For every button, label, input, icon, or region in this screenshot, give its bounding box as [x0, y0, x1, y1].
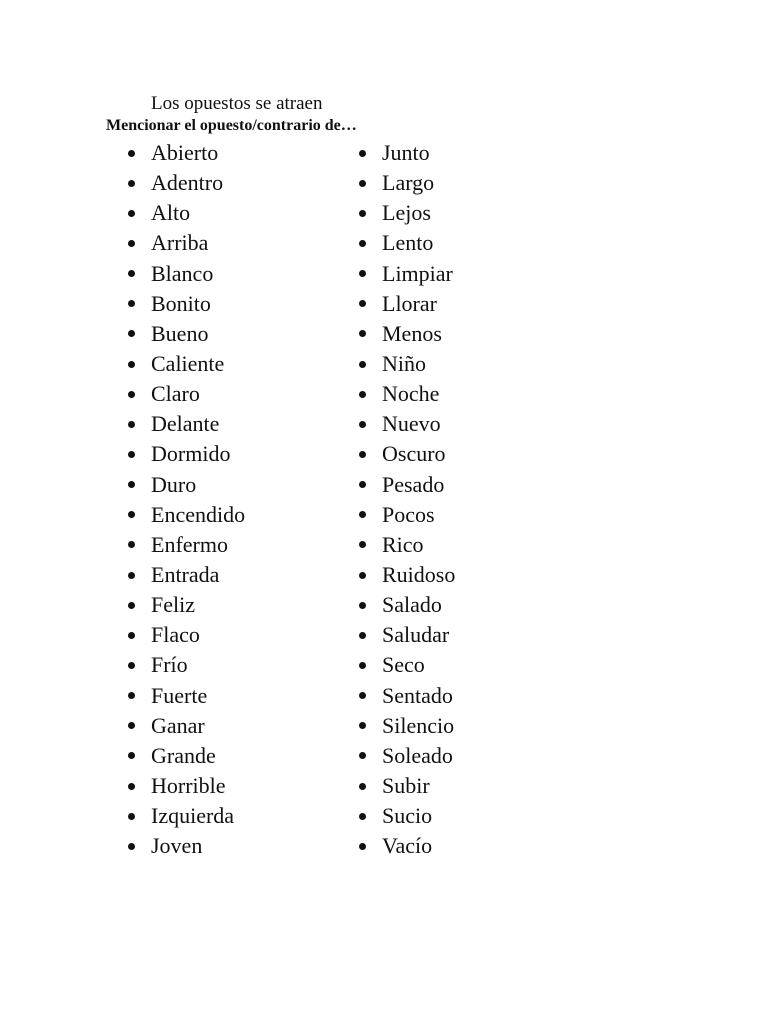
list-item [128, 138, 245, 168]
list-item [128, 741, 245, 771]
list-item-text: Arriba [151, 230, 209, 256]
bullet-icon [359, 270, 366, 277]
list-item-text: Bonito [151, 290, 211, 316]
list-item-text: Fuerte [151, 682, 208, 708]
document-subtitle: Mencionar el opuesto/contrario de… [106, 117, 357, 134]
list-item-text: Ruidoso [382, 562, 456, 588]
bullet-icon [359, 752, 366, 759]
list-item-text: Flaco [151, 622, 200, 648]
list-item [359, 409, 455, 439]
list-item-text: Rico [382, 531, 424, 557]
bullet-icon [359, 330, 366, 337]
list-item-text: Sentado [382, 682, 453, 708]
list-item [359, 560, 455, 590]
list-item-text: Vacío [382, 833, 433, 859]
list-item [128, 711, 245, 741]
list-item-text: Encendido [151, 501, 246, 527]
list-item [359, 590, 455, 620]
list-item [359, 379, 455, 409]
list-item-text: Saludar [382, 622, 450, 648]
list-item-text: Nuevo [382, 411, 441, 437]
list-item-text: Delante [151, 411, 220, 437]
bullet-icon [128, 632, 135, 639]
list-item-text: Feliz [151, 592, 195, 618]
list-item [128, 470, 245, 500]
bullet-icon [128, 391, 135, 398]
list-item-text: Lento [382, 230, 434, 256]
list-item-text: Ganar [151, 712, 205, 738]
list-item [128, 168, 245, 198]
list-item [128, 590, 245, 620]
bullet-icon [128, 602, 135, 609]
list-item-text: Alto [151, 200, 191, 226]
list-item-text: Caliente [151, 351, 225, 377]
list-item [359, 470, 455, 500]
list-item-text: Largo [382, 170, 435, 196]
bullet-icon [359, 451, 366, 458]
list-item [128, 228, 245, 258]
list-item-text: Seco [382, 652, 425, 678]
bullet-icon [359, 722, 366, 729]
list-item [359, 530, 455, 560]
bullet-icon [359, 572, 366, 579]
bullet-icon [359, 511, 366, 518]
bullet-icon [128, 361, 135, 368]
bullet-icon [128, 662, 135, 669]
list-item [128, 500, 245, 530]
list-item-text: Grande [151, 742, 216, 768]
list-item [128, 831, 245, 861]
list-item-text: Duro [151, 471, 197, 497]
bullet-icon [359, 361, 366, 368]
list-item-text: Subir [382, 773, 430, 799]
list-item [359, 349, 455, 379]
bullet-icon [359, 391, 366, 398]
document-title: Los opuestos se atraen [151, 93, 323, 114]
list-item-text: Junto [382, 140, 430, 166]
bullet-icon [128, 210, 135, 217]
list-item [359, 259, 455, 289]
list-item-text: Adentro [151, 170, 224, 196]
bullet-icon [359, 541, 366, 548]
list-item-text: Frío [151, 652, 188, 678]
list-item [128, 620, 245, 650]
list-item-text: Abierto [151, 140, 219, 166]
list-item [359, 741, 455, 771]
list-item [359, 228, 455, 258]
bullet-icon [128, 813, 135, 820]
list-item [128, 379, 245, 409]
list-item-text: Noche [382, 381, 440, 407]
list-item [359, 620, 455, 650]
bullet-icon [359, 602, 366, 609]
list-item-text: Claro [151, 381, 200, 407]
bullet-icon [359, 300, 366, 307]
list-item [128, 319, 245, 349]
list-item-text: Niño [382, 351, 426, 377]
list-item-text: Lejos [382, 200, 431, 226]
list-item [359, 168, 455, 198]
bullet-icon [359, 783, 366, 790]
list-item [128, 289, 245, 319]
right-word-list [359, 138, 455, 861]
bullet-icon [359, 813, 366, 820]
bullet-icon [128, 692, 135, 699]
bullet-icon [128, 541, 135, 548]
bullet-icon [128, 511, 135, 518]
list-item-text: Oscuro [382, 441, 446, 467]
bullet-icon [359, 150, 366, 157]
list-item [359, 500, 455, 530]
list-item [359, 319, 455, 349]
list-item [128, 349, 245, 379]
list-item-text: Bueno [151, 320, 209, 346]
list-item [359, 289, 455, 319]
bullet-icon [359, 692, 366, 699]
list-item [359, 711, 455, 741]
list-item-text: Izquierda [151, 803, 235, 829]
list-item-text: Sucio [382, 803, 433, 829]
bullet-icon [359, 421, 366, 428]
bullet-icon [128, 150, 135, 157]
bullet-icon [359, 180, 366, 187]
list-item [128, 650, 245, 680]
list-item [359, 439, 455, 469]
list-item-text: Joven [151, 833, 203, 859]
bullet-icon [128, 572, 135, 579]
list-item [359, 650, 455, 680]
list-item [128, 801, 245, 831]
list-item-text: Salado [382, 592, 442, 618]
list-item-text: Silencio [382, 712, 455, 738]
bullet-icon [128, 752, 135, 759]
bullet-icon [359, 481, 366, 488]
list-item-text: Menos [382, 320, 442, 346]
bullet-icon [359, 662, 366, 669]
list-item-text: Entrada [151, 562, 220, 588]
list-item [128, 439, 245, 469]
bullet-icon [128, 783, 135, 790]
list-item-text: Pocos [382, 501, 435, 527]
bullet-icon [128, 270, 135, 277]
list-item-text: Pesado [382, 471, 445, 497]
bullet-icon [128, 180, 135, 187]
list-item-text: Blanco [151, 260, 214, 286]
list-item-text: Dormido [151, 441, 231, 467]
list-item [359, 831, 455, 861]
list-item-text: Enfermo [151, 531, 228, 557]
bullet-icon [128, 240, 135, 247]
list-item [128, 560, 245, 590]
bullet-icon [128, 843, 135, 850]
list-item [359, 138, 455, 168]
list-item [359, 681, 455, 711]
list-item [359, 198, 455, 228]
bullet-icon [128, 451, 135, 458]
list-item [128, 259, 245, 289]
list-item-text: Horrible [151, 773, 226, 799]
list-item [128, 530, 245, 560]
left-word-list [128, 138, 245, 861]
list-item-text: Limpiar [382, 260, 453, 286]
bullet-icon [359, 632, 366, 639]
bullet-icon [359, 843, 366, 850]
list-item [128, 681, 245, 711]
bullet-icon [128, 300, 135, 307]
list-item-text: Llorar [382, 290, 437, 316]
bullet-icon [128, 330, 135, 337]
bullet-icon [128, 421, 135, 428]
list-item-text: Soleado [382, 742, 453, 768]
bullet-icon [359, 240, 366, 247]
bullet-icon [359, 210, 366, 217]
list-item [359, 801, 455, 831]
bullet-icon [128, 722, 135, 729]
list-item [359, 771, 455, 801]
list-item [128, 198, 245, 228]
list-item [128, 771, 245, 801]
list-item [128, 409, 245, 439]
bullet-icon [128, 481, 135, 488]
